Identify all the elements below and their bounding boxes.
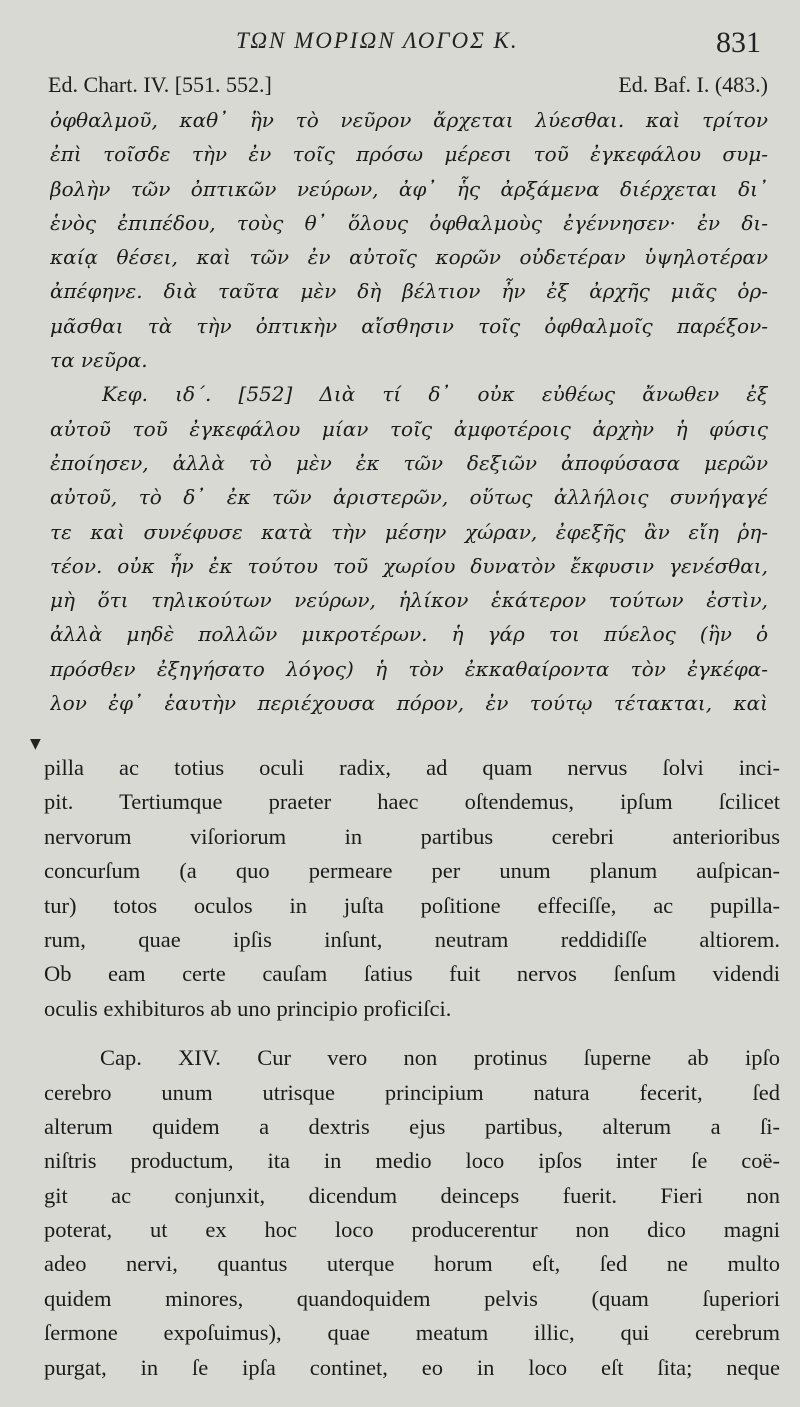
latin-line: concurſum (a quo permeare per unum planum auſpican- bbox=[44, 858, 780, 884]
latin-line: cerebro unum utrisque principium natura fecerit, ſed bbox=[44, 1079, 780, 1105]
latin-chapter-heading-line: Cap. XIV. Cur vero non protinus ſuperne ab ipſo bbox=[100, 1045, 780, 1071]
edition-reference-basel: Ed. Baf. I. (483.) bbox=[618, 72, 768, 97]
greek-line: βολὴν τῶν ὀπτικῶν νεύρων, ἀφ᾽ ἧς ἀρξάμενα διέρχεται δι᾽ bbox=[50, 176, 768, 201]
latin-line: rum, quae ipſis inſunt, neutram reddidiſſe altiorem. bbox=[44, 926, 780, 952]
greek-line: ἀλλὰ μηδὲ πολλῶν μικροτέρων. ἡ γάρ τοι πύελος (ἣν ὁ bbox=[50, 622, 768, 647]
greek-line: μᾶσθαι τὰ τὴν ὀπτικὴν αἴσθησιν τοῖς ὀφθαλμοῖς παρέξον- bbox=[50, 313, 768, 338]
latin-text-block bbox=[44, 751, 780, 1385]
greek-line: ὀφθαλμοῦ, καθ᾽ ἣν τὸ νεῦρον ἄρχεται λύεσθαι. καὶ τρίτον bbox=[50, 108, 768, 132]
margin-marker: ▼ bbox=[30, 736, 41, 752]
latin-line: nervorum viſoriorum in partibus cerebri anterioribus bbox=[44, 823, 780, 849]
edition-line bbox=[48, 72, 768, 102]
latin-line: oculis exhibituros ab uno principio proficiſci. bbox=[44, 995, 452, 1021]
greek-text-block bbox=[50, 103, 768, 720]
running-title: ΤΩΝ ΜΟΡΙΩΝ ΛΟΓΟΣ Κ. bbox=[236, 28, 519, 53]
greek-line: τέον. οὐκ ἦν ἐκ τούτου τοῦ χωρίου δυνατὸν ἔκφυσιν γενέσθαι, bbox=[50, 553, 768, 578]
greek-line: μὴ ὅτι τηλικούτων νεύρων, ἡλίκον ἑκάτερον τούτων ἐστὶν, bbox=[50, 588, 768, 613]
greek-line: τε καὶ συνέφυσε κατὰ τὴν μέσην χώραν, ἐφεξῆς ἂν εἴη ῥη- bbox=[50, 519, 768, 544]
latin-line: purgat, in ſe ipſa continet, eo in loco eſt ſita; neque bbox=[44, 1354, 780, 1380]
greek-line: ἑνὸς ἐπιπέδου, τοὺς θ᾽ ὅλους ὀφθαλμοὺς ἐγέννησεν· ἐν δι- bbox=[50, 210, 768, 235]
page-number: 831 bbox=[716, 26, 761, 59]
paragraph-gap bbox=[44, 1026, 780, 1041]
latin-line: alterum quidem a dextris ejus partibus, alterum a ſi- bbox=[44, 1113, 780, 1139]
greek-line: τα νεῦρα. bbox=[50, 348, 148, 373]
greek-chapter-heading-line: Κεφ. ιδ´. [552] Διὰ τί δ᾽ οὐκ εὐθέως ἄνωθεν ἐξ bbox=[102, 382, 768, 407]
latin-line: ſermone expoſuimus), quae meatum illic, qui cerebrum bbox=[44, 1320, 780, 1346]
greek-line: πρόσθεν ἐξηγήσατο λόγος) ἡ τὸν ἐκκαθαίροντα τὸν ἐγκέφα- bbox=[50, 656, 768, 681]
greek-line: ἀπέφηνε. διὰ ταῦτα μὲν δὴ βέλτιον ἦν ἐξ ἀρχῆς μιᾶς ὁρ- bbox=[50, 279, 768, 304]
greek-line: λον ἐφ᾽ ἑαυτὴν περιέχουσα πόρον, ἐν τούτῳ τέτακται, καὶ bbox=[50, 691, 768, 716]
greek-line: ἐποίησεν, ἀλλὰ τὸ μὲν ἐκ τῶν δεξιῶν ἀποφύσασα μερῶν bbox=[50, 450, 768, 475]
latin-line: git ac conjunxit, dicendum deinceps fuerit. Fieri non bbox=[44, 1182, 780, 1208]
latin-line: poterat, ut ex hoc loco producerentur non dico magni bbox=[44, 1217, 780, 1243]
latin-line: tur) totos oculos in juſta poſitione effeciſſe, ac pupilla- bbox=[44, 892, 780, 918]
latin-line: pit. Tertiumque praeter haec oſtendemus, ipſum ſcilicet bbox=[44, 789, 780, 815]
latin-line: Ob eam certe cauſam ſatius fuit nervos ſenſum videndi bbox=[44, 961, 780, 987]
running-head bbox=[0, 22, 800, 62]
latin-line: adeo nervi, quantus uterque horum eſt, ſed ne multo bbox=[44, 1251, 780, 1277]
greek-line: αὐτοῦ τοῦ ἐγκεφάλου μίαν τοῖς ἀμφοτέροις ἀρχὴν ἡ φύσις bbox=[50, 416, 768, 441]
latin-line: quidem minores, quandoquidem pelvis (quam ſuperiori bbox=[44, 1285, 780, 1311]
greek-line: αὐτοῦ, τὸ δ᾽ ἐκ τῶν ἀριστερῶν, οὕτως ἀλλήλοις συνήγαγέ bbox=[50, 485, 768, 510]
edition-reference-chartier: Ed. Chart. IV. [551. 552.] bbox=[48, 72, 272, 97]
greek-line: ἐπὶ τοῖσδε τὴν ἐν τοῖς πρόσω μέρεσι τοῦ ἐγκεφάλου συμ- bbox=[50, 142, 768, 167]
latin-line: pilla ac totius oculi radix, ad quam nervus ſolvi inci- bbox=[44, 755, 780, 780]
latin-line: niſtris productum, ita in medio loco ipſos inter ſe coë- bbox=[44, 1148, 780, 1174]
greek-line: καίᾳ θέσει, καὶ τῶν ἐν αὐτοῖς κορῶν οὐδετέραν ὑψηλοτέραν bbox=[50, 245, 768, 270]
